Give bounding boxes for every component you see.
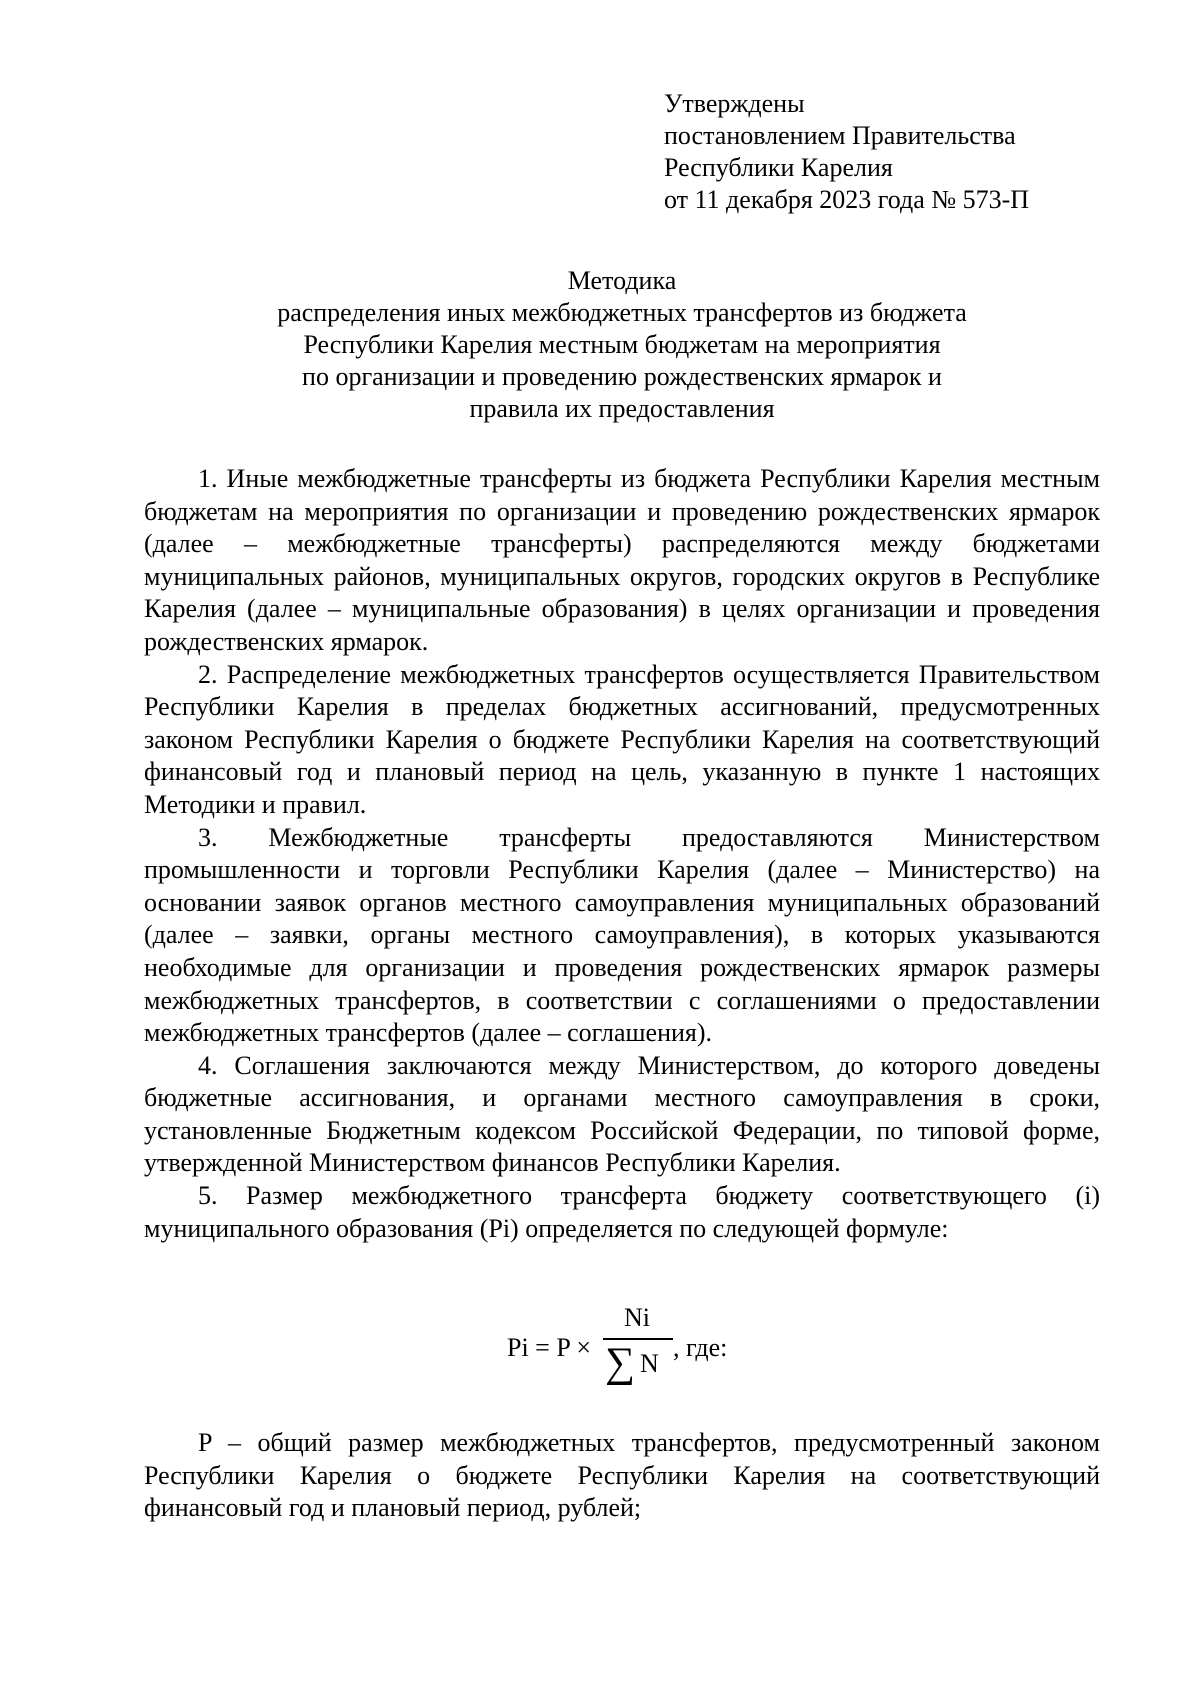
definition-p: P – общий размер межбюджетных трансфертов, предусмотренный законом Республики Карелия о бюджете Республики Карелия на соответствующий финансовый год и плановый период, рублей; [144,1428,1100,1523]
title-line: по организации и проведению рождественских ярмарок и [302,362,942,391]
approval-line: Утверждены [664,89,805,118]
approval-line: от 11 декабря 2023 года № 573-П [664,185,1030,214]
approval-block [664,88,1144,216]
paragraph-1: 1. Иные межбюджетные трансферты из бюджета Республики Карелия местным бюджетам на мероприятия по организации и проведению рождественских ярмарок (далее – межбюджетные трансферты) распределяются между бюджетами муниципальных районов, муниципальных округов, городских округов в Республике Карелия (далее – муниципальные образования) в целях организации и проведения рождественских ярмарок. [144,464,1100,656]
sigma-icon: ∑ [605,1340,635,1386]
paragraph-5: 5. Размер межбюджетного трансферта бюджету соответствующего (i) муниципального образования (Pi) определяется по следующей формуле: [144,1181,1100,1243]
paragraph-2: 2. Распределение межбюджетных трансфертов осуществляется Правительством Республики Карелия в пределах бюджетных ассигнований, предусмотренных законом Республики Карелия о бюджете Республики Карелия на соответствующий финансовый год и плановый период на цель, указанную в пункте 1 настоящих Методики и правил. [144,659,1100,819]
formula-suffix: , где: [673,1333,728,1362]
paragraph-4: 4. Соглашения заключаются между Министерством, до которого доведены бюджетные ассигнования, и органами местного самоуправления в сроки, установленные Бюджетным кодексом Российской Федерации, по типовой форме, утвержденной Министерством финансов Республики Карелия. [144,1050,1100,1178]
formula-numerator: Ni [624,1303,650,1332]
formula-lhs: Pi = P × [507,1333,592,1362]
title-line: Республики Карелия местным бюджетам на мероприятия [303,330,941,359]
formula-denominator: N [640,1349,659,1378]
document-body [144,463,1100,1245]
paragraph-3: 3. Межбюджетные трансферты предоставляются Министерством промышленности и торговли Республики Карелия (далее – Министерство) на основании заявок органов местного самоуправления муниципальных образований (далее – заявки, органы местного самоуправления), в которых указываются необходимые для организации и проведения рождественских ярмарок размеры межбюджетных трансфертов, в соответствии с соглашениями о предоставлении межбюджетных трансфертов (далее – соглашения). [144,822,1100,1048]
title-line: Методика [567,266,677,295]
document-title [144,265,1100,425]
title-line: правила их предоставления [469,394,775,423]
approval-line: постановлением Правительства [664,121,1016,150]
definitions-block [144,1427,1100,1525]
title-line: распределения иных межбюджетных трансфертов из бюджета [277,298,967,327]
approval-line: Республики Карелия [664,153,893,182]
